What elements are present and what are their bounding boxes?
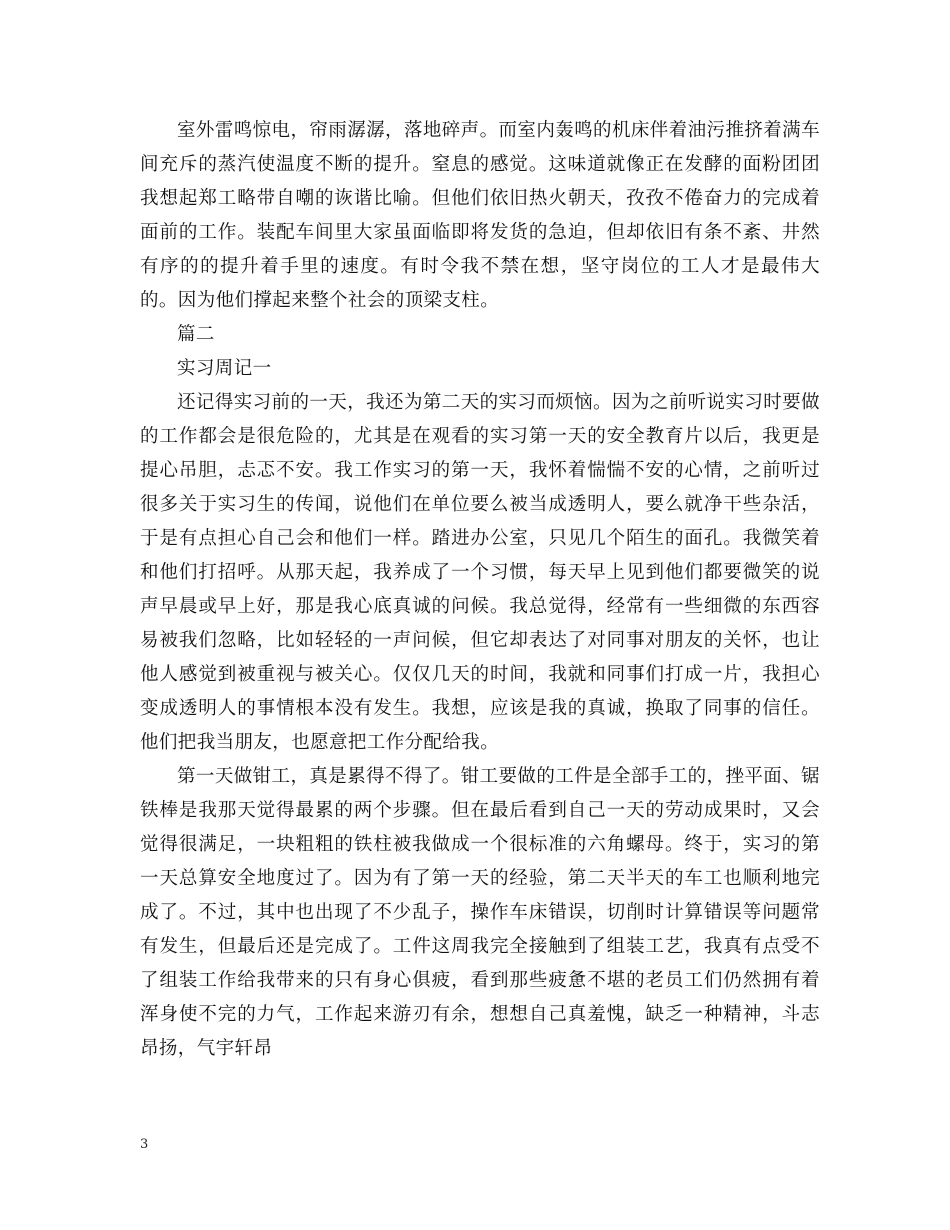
section-title: 篇二	[177, 324, 215, 345]
paragraph-first-day: 还记得实习前的一天，我还为第二天的实习而烦恼。因为之前听说实习时要做的工作都会是很危险的，尤其是在观看的实习第一天的安全教育片以后，我更是提心吊胆，忐忑不安。我工作实习的第一天，我怀着惴惴不安的心情，之前听过很多关于实习生的传闻，说他们在单位要么被当成透明人，要么就净干些杂活，于是有点担心自己会和他们一样。踏进办公室，只见几个陌生的面孔。我微笑着和他们打招呼。从那天起，我养成了一个习惯，每天早上见到他们都要微笑的说声早晨或早上好，那是我心底真诚的问候。我总觉得，经常有一些细微的东西容易被我们忽略，比如轻轻的一声问候，但它却表达了对同事对朋友的关怀，也让他人感觉到被重视与被关心。仅仅几天的时间，我就和同事们打成一片，我担心变成透明人的事情根本没有发生。我想，应该是我的真诚，换取了同事的信任。他们把我当朋友，也愿意把工作分配给我。	[140, 392, 820, 753]
paragraph-fitter-work: 第一天做钳工，真是累得不得了。钳工要做的工件是全部手工的，挫平面、锯铁棒是我那天觉得最累的两个步骤。但在最后看到自己一天的劳动成果时，又会觉得很满足，一块粗粗的铁柱被我做成一个很标准的六角螺母。终于，实习的第一天总算安全地度过了。因为有了第一天的经验，第二天半天的车工也顺利地完成了。不过，其中也出现了不少乱子，操作车床错误，切削时计算错误等问题常有发生，但最后还是完成了。工件这周我完全接触到了组装工艺，我真有点受不了组装工作给我带来的只有身心俱疲，看到那些疲惫不堪的老员工们仍然拥有着浑身使不完的力气，工作起来游刃有余，想想自己真羞愧，缺乏一种精神，斗志昂扬，气宇轩昂	[140, 766, 820, 1059]
page-number: 3	[140, 1137, 149, 1152]
body-text	[140, 114, 820, 1066]
subsection-title: 实习周记一	[177, 358, 272, 379]
paragraph-workshop: 室外雷鸣惊电，帘雨潺潺，落地碎声。而室内轰鸣的机床伴着油污推挤着满车间充斥的蒸汽使温度不断的提升。窒息的感觉。这味道就像正在发酵的面粉团团我想起郑工略带自嘲的诙谐比喻。但他们依旧热火朝天，孜孜不倦奋力的完成着面前的工作。装配车间里大家虽面临即将发货的急迫，但却依旧有条不紊、井然有序的的提升着手里的速度。有时令我不禁在想，坚守岗位的工人才是最伟大的。因为他们撑起来整个社会的顶梁支柱。	[140, 120, 820, 311]
